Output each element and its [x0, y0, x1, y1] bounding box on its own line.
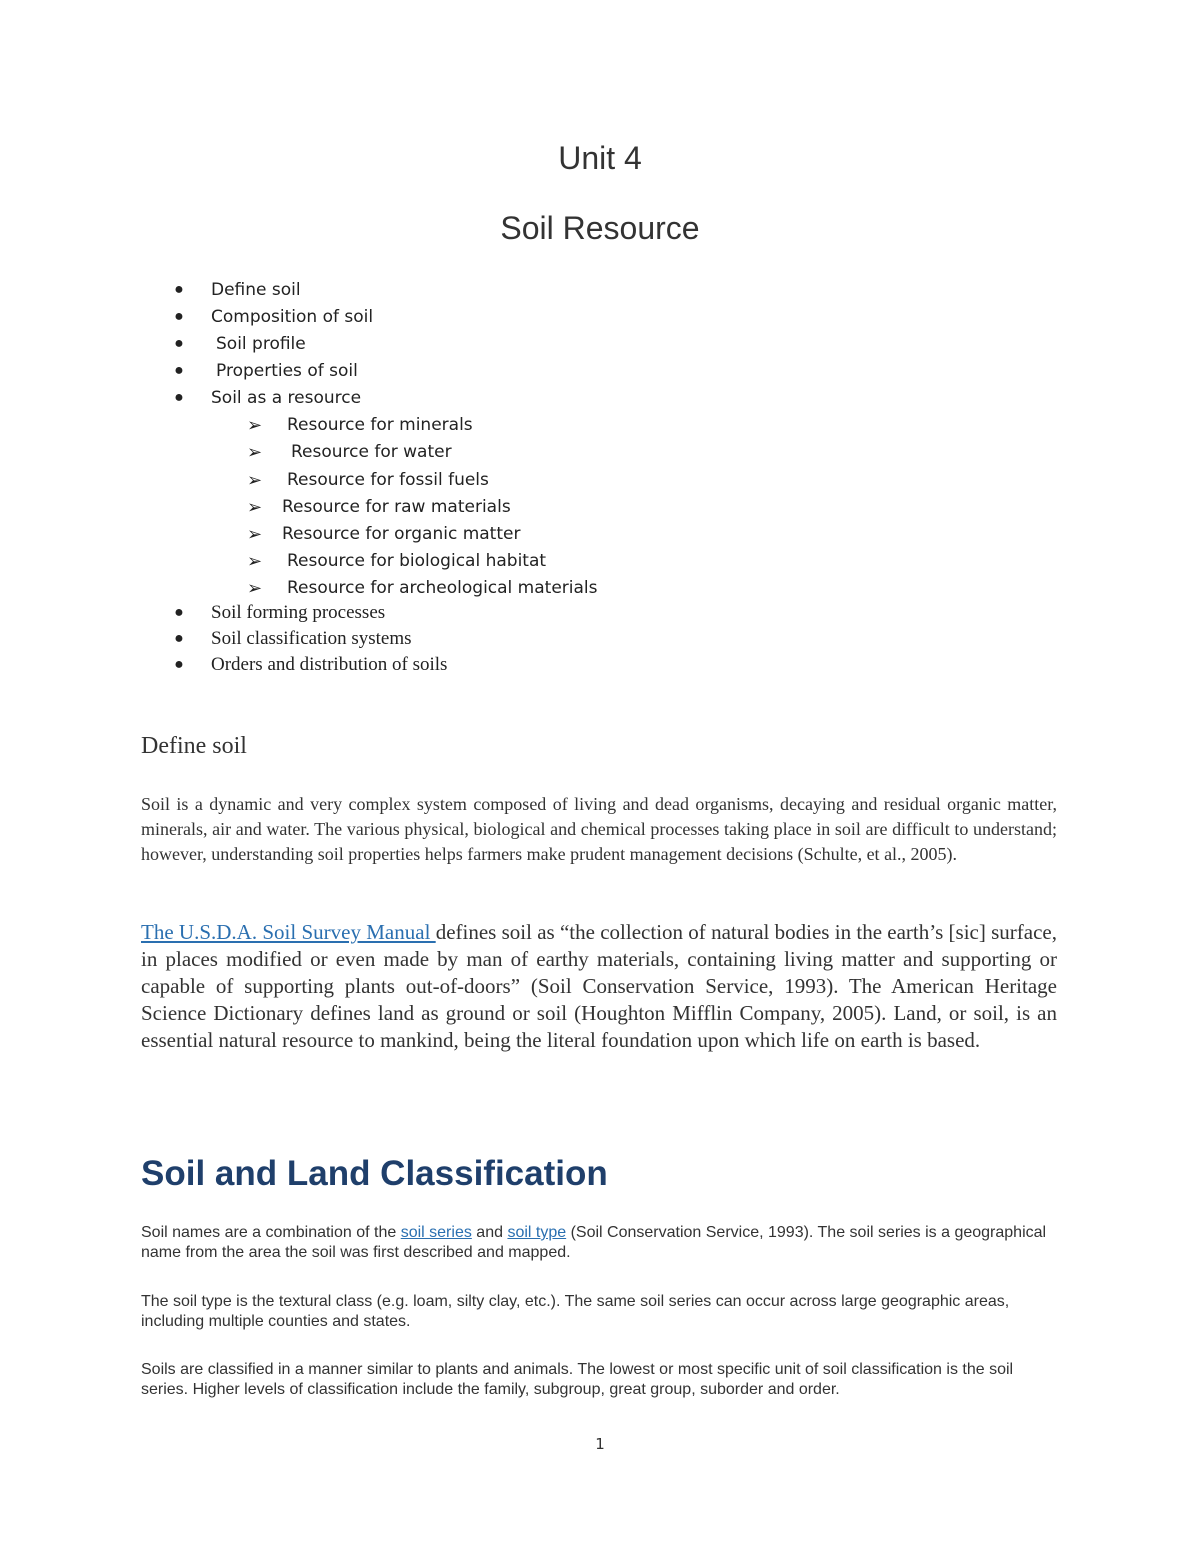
arrow-bullet-icon: ➢ — [247, 551, 263, 571]
outline-subitem-label: Resource for water — [291, 442, 452, 462]
outline-item-label: Orders and distribution of soils — [211, 654, 448, 675]
page-number: 1 — [595, 1435, 605, 1453]
bullet-icon: ● — [174, 389, 184, 406]
outline-item-label: Properties of soil — [216, 361, 358, 381]
usda-soil-survey-manual-link[interactable]: The U.S.D.A. Soil Survey Manual — [141, 920, 436, 944]
classification-paragraph-2: The soil type is the textural class (e.g. loam, silty clay, etc.). The same soil series can occur across large geographic areas, including multiple counties and states. — [141, 1293, 1010, 1330]
outline-subitem-label: Resource for raw materials — [282, 497, 511, 517]
outline-item-label: Composition of soil — [211, 307, 374, 327]
arrow-bullet-icon: ➢ — [247, 470, 263, 490]
bullet-icon: ● — [174, 656, 184, 673]
usda-definition-paragraph — [141, 919, 1057, 1054]
outline-item-label: Soil profile — [216, 334, 306, 354]
bullet-icon: ● — [174, 630, 184, 647]
soil-type-link[interactable]: soil type — [507, 1224, 567, 1241]
bullet-icon: ● — [174, 362, 184, 379]
outline-item-label: Define soil — [211, 280, 301, 300]
outline-item-label: Soil as a resource — [211, 388, 362, 408]
bullet-icon: ● — [174, 308, 184, 325]
outline-subitem-label: Resource for organic matter — [282, 524, 521, 544]
arrow-bullet-icon: ➢ — [247, 524, 263, 544]
text-run: Soil names are a combination of the — [141, 1224, 401, 1241]
outline-subitem-label: Resource for biological habitat — [287, 551, 547, 571]
define-soil-paragraph: Soil is a dynamic and very complex system composed of living and dead organisms, decaying and residual organic matter, minerals, air and water. The various physical, biological and chemical processes taking place in soil are difficult to understand; however, understanding soil properties helps farmers make prudent management decisions (Schulte, et al., 2005). — [141, 794, 1057, 864]
usda-definition-text: defines soil as “the collection of natural bodies in the earth’s [sic] surface, in places modified or even made by man of earthy materials, containing living matter and supporting or capable of supporting plants out-of-doors” (Soil Conservation Service, 1993). The American Heritage Science Dictionary defines land as ground or soil (Houghton Mifflin Company, 2005). Land, or soil, is an essential natural resource to mankind, being the literal foundation upon which life on earth is based. — [141, 920, 1057, 1052]
bullet-icon: ● — [174, 281, 184, 298]
bullet-icon: ● — [174, 604, 184, 621]
arrow-bullet-icon: ➢ — [247, 578, 263, 598]
arrow-bullet-icon: ➢ — [247, 497, 263, 517]
classification-paragraph-1 — [141, 1223, 1057, 1263]
section-heading-classification: Soil and Land Classification — [141, 1154, 608, 1193]
soil-series-link[interactable]: soil series — [400, 1224, 472, 1241]
text-run: and — [471, 1224, 508, 1241]
arrow-bullet-icon: ➢ — [247, 415, 263, 435]
bullet-icon: ● — [174, 335, 184, 352]
outline-item-label: Soil forming processes — [211, 602, 386, 623]
classification-paragraph-3: Soils are classified in a manner similar to plants and animals. The lowest or most specific unit of soil classification is the soil series. Higher levels of classification include the family, subgroup, great group, suborder and order. — [141, 1361, 1014, 1398]
outline-item-label: Soil classification systems — [211, 628, 412, 649]
text-run: (Soil Conservation Service, 1993). The soil series is a geographical name from the area the soil was first described and mapped. — [141, 1224, 1047, 1261]
arrow-bullet-icon: ➢ — [247, 442, 263, 462]
outline-subitem-label: Resource for fossil fuels — [287, 470, 489, 490]
section-heading-define-soil: Define soil — [141, 733, 247, 759]
document-title: Soil Resource — [500, 210, 700, 246]
outline-subitem-label: Resource for archeological materials — [287, 578, 598, 598]
outline-subitem-label: Resource for minerals — [287, 415, 473, 435]
unit-title: Unit 4 — [558, 140, 642, 176]
